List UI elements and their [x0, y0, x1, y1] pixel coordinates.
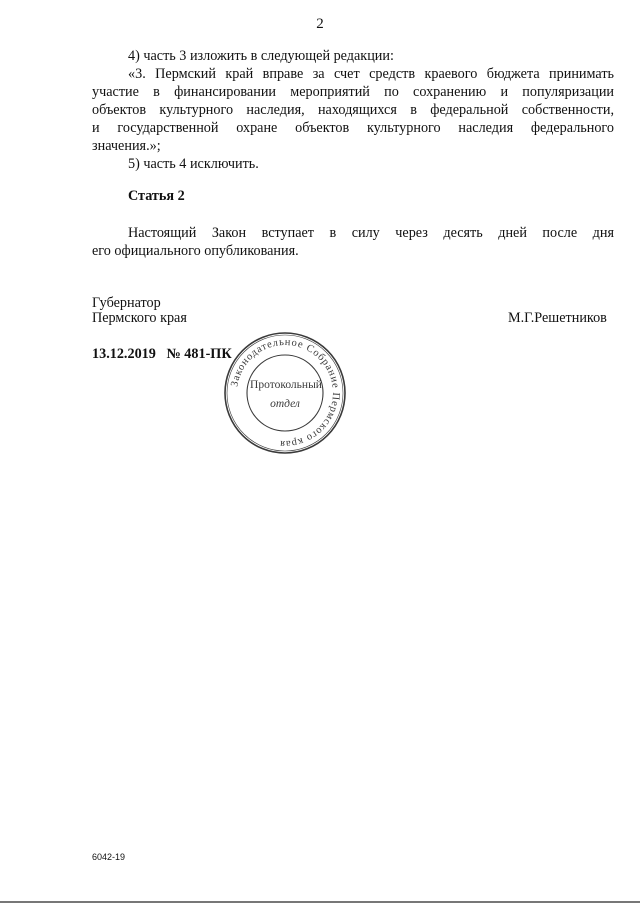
- official-stamp: [222, 330, 348, 456]
- quote-line-4: и государственной охране объектов культурного наследия федерального: [92, 120, 614, 136]
- page-number: 2: [316, 16, 324, 32]
- scan-edge-line: [0, 901, 640, 903]
- article-2-line-2: его официального опубликования.: [92, 243, 299, 259]
- stamp-ring-text: Законодательное Собрание Пермского края: [229, 336, 342, 450]
- article-2-heading: Статья 2: [128, 188, 185, 204]
- law-date-number: [92, 346, 232, 363]
- law-number: № 481-ПК: [166, 346, 232, 362]
- governor-title-line-2: Пермского края: [92, 310, 187, 326]
- amendment-item-4: 4) часть 3 изложить в следующей редакции:: [128, 48, 394, 64]
- stamp-center-line-2: отдел: [270, 398, 300, 410]
- svg-text:Законодательное Собрание Пермс: [229, 337, 341, 449]
- quote-line-5: значения.»;: [92, 138, 161, 154]
- quote-line-2: участие в финансировании мероприятий по сохранению и популяризации: [92, 84, 614, 100]
- stamp-center-line-1: Протокольный: [250, 379, 322, 391]
- document-code: 6042-19: [92, 852, 126, 862]
- quote-line-1: «3. Пермский край вправе за счет средств краевого бюджета принимать: [128, 66, 614, 82]
- quote-line-3: объектов культурного наследия, находящихся в федеральной собственности,: [92, 102, 614, 118]
- amendment-item-5: 5) часть 4 исключить.: [128, 156, 259, 172]
- governor-name: М.Г.Решетников: [508, 310, 607, 326]
- governor-title-line-1: Губернатор: [92, 295, 161, 311]
- article-2-line-1: Настоящий Закон вступает в силу через десять дней после дня: [128, 225, 614, 241]
- law-date: 13.12.2019: [92, 346, 156, 362]
- governor-title: [92, 296, 187, 326]
